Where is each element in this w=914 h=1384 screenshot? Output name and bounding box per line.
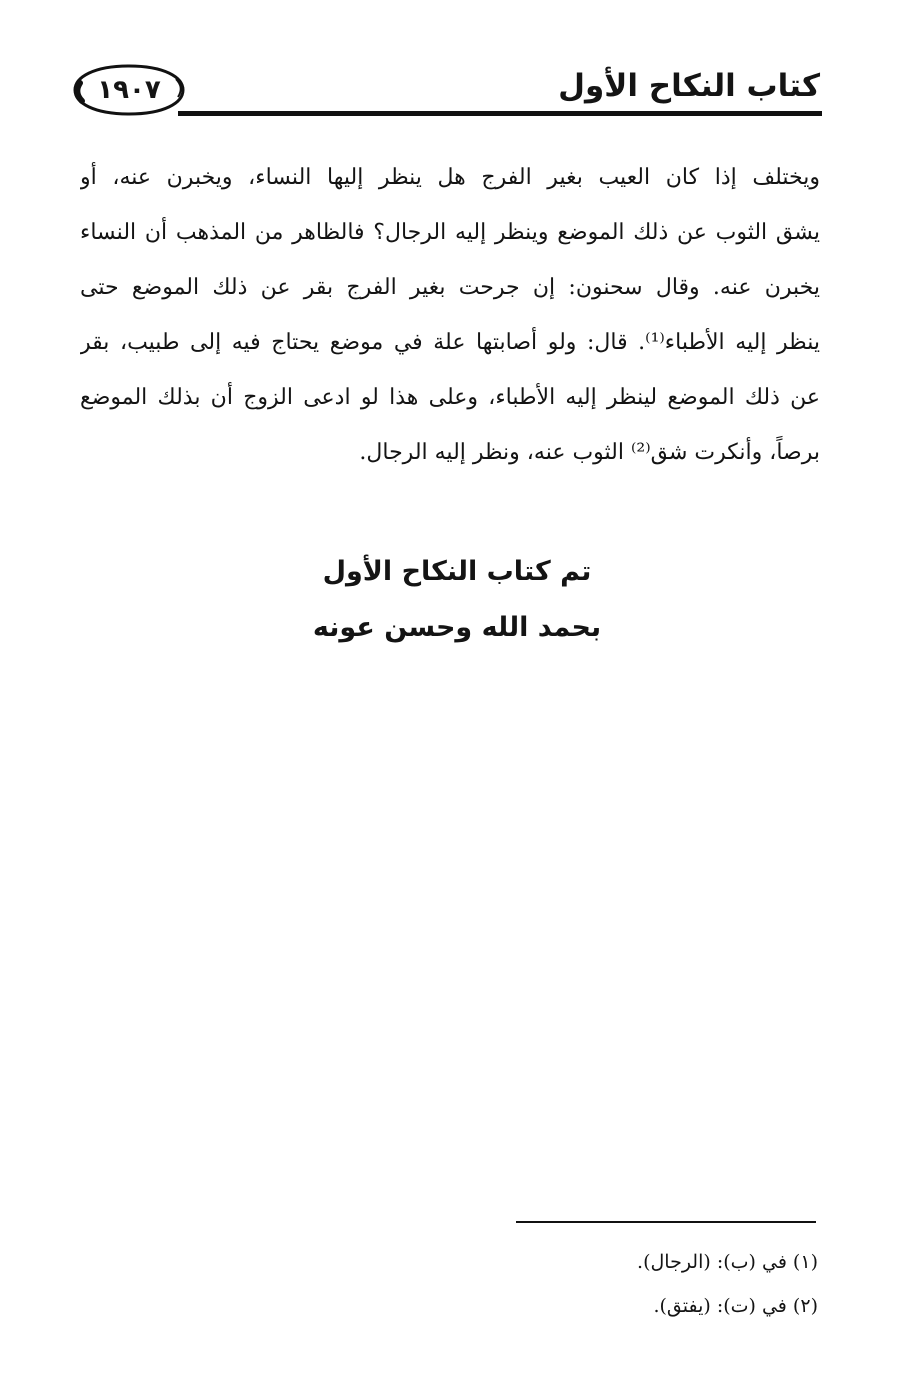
header-divider [178,111,822,116]
text-line: يشق الثوب عن ذلك الموضع وينظر إليه الرجال؟ فالظاهر من المذهب أن النساء [80,220,820,245]
footnote-item: (١) في (ب): (الرجال). [637,1251,818,1273]
text-line: يخبرن عنه. وقال سحنون: إن جرحت بغير الفرج بقر عن ذلك الموضع حتى [80,275,820,300]
text-line: عن ذلك الموضع لينظر إليه الأطباء، وعلى هذا لو ادعى الزوج أن بذلك الموضع [80,385,820,410]
footnote-item: (٢) في (ت): (يفتق). [653,1295,818,1317]
page-number: ١٩٠٧ [97,75,161,105]
closing-line-2: بحمد الله وحسن عونه [312,612,602,643]
text-line: ينظر إليه الأطباء⁽¹⁾. قال: ولو أصابتها علة في موضع يحتاج فيه إلى طبيب، بقر [80,330,820,355]
page-number-badge [72,63,186,117]
running-header-title: كتاب النكاح الأول [558,68,820,104]
text-line: ويختلف إذا كان العيب بغير الفرج هل ينظر إليها النساء، ويخبرن عنه، أو [80,165,820,190]
footnote-divider [516,1221,816,1223]
main-paragraph [80,150,820,480]
text-line: برصاً، وأنكرت شق⁽²⁾ الثوب عنه، ونظر إليه الرجال. [359,440,820,465]
chapter-closing [250,544,664,656]
closing-line-1: تم كتاب النكاح الأول [322,556,592,587]
footnotes [418,1240,818,1328]
